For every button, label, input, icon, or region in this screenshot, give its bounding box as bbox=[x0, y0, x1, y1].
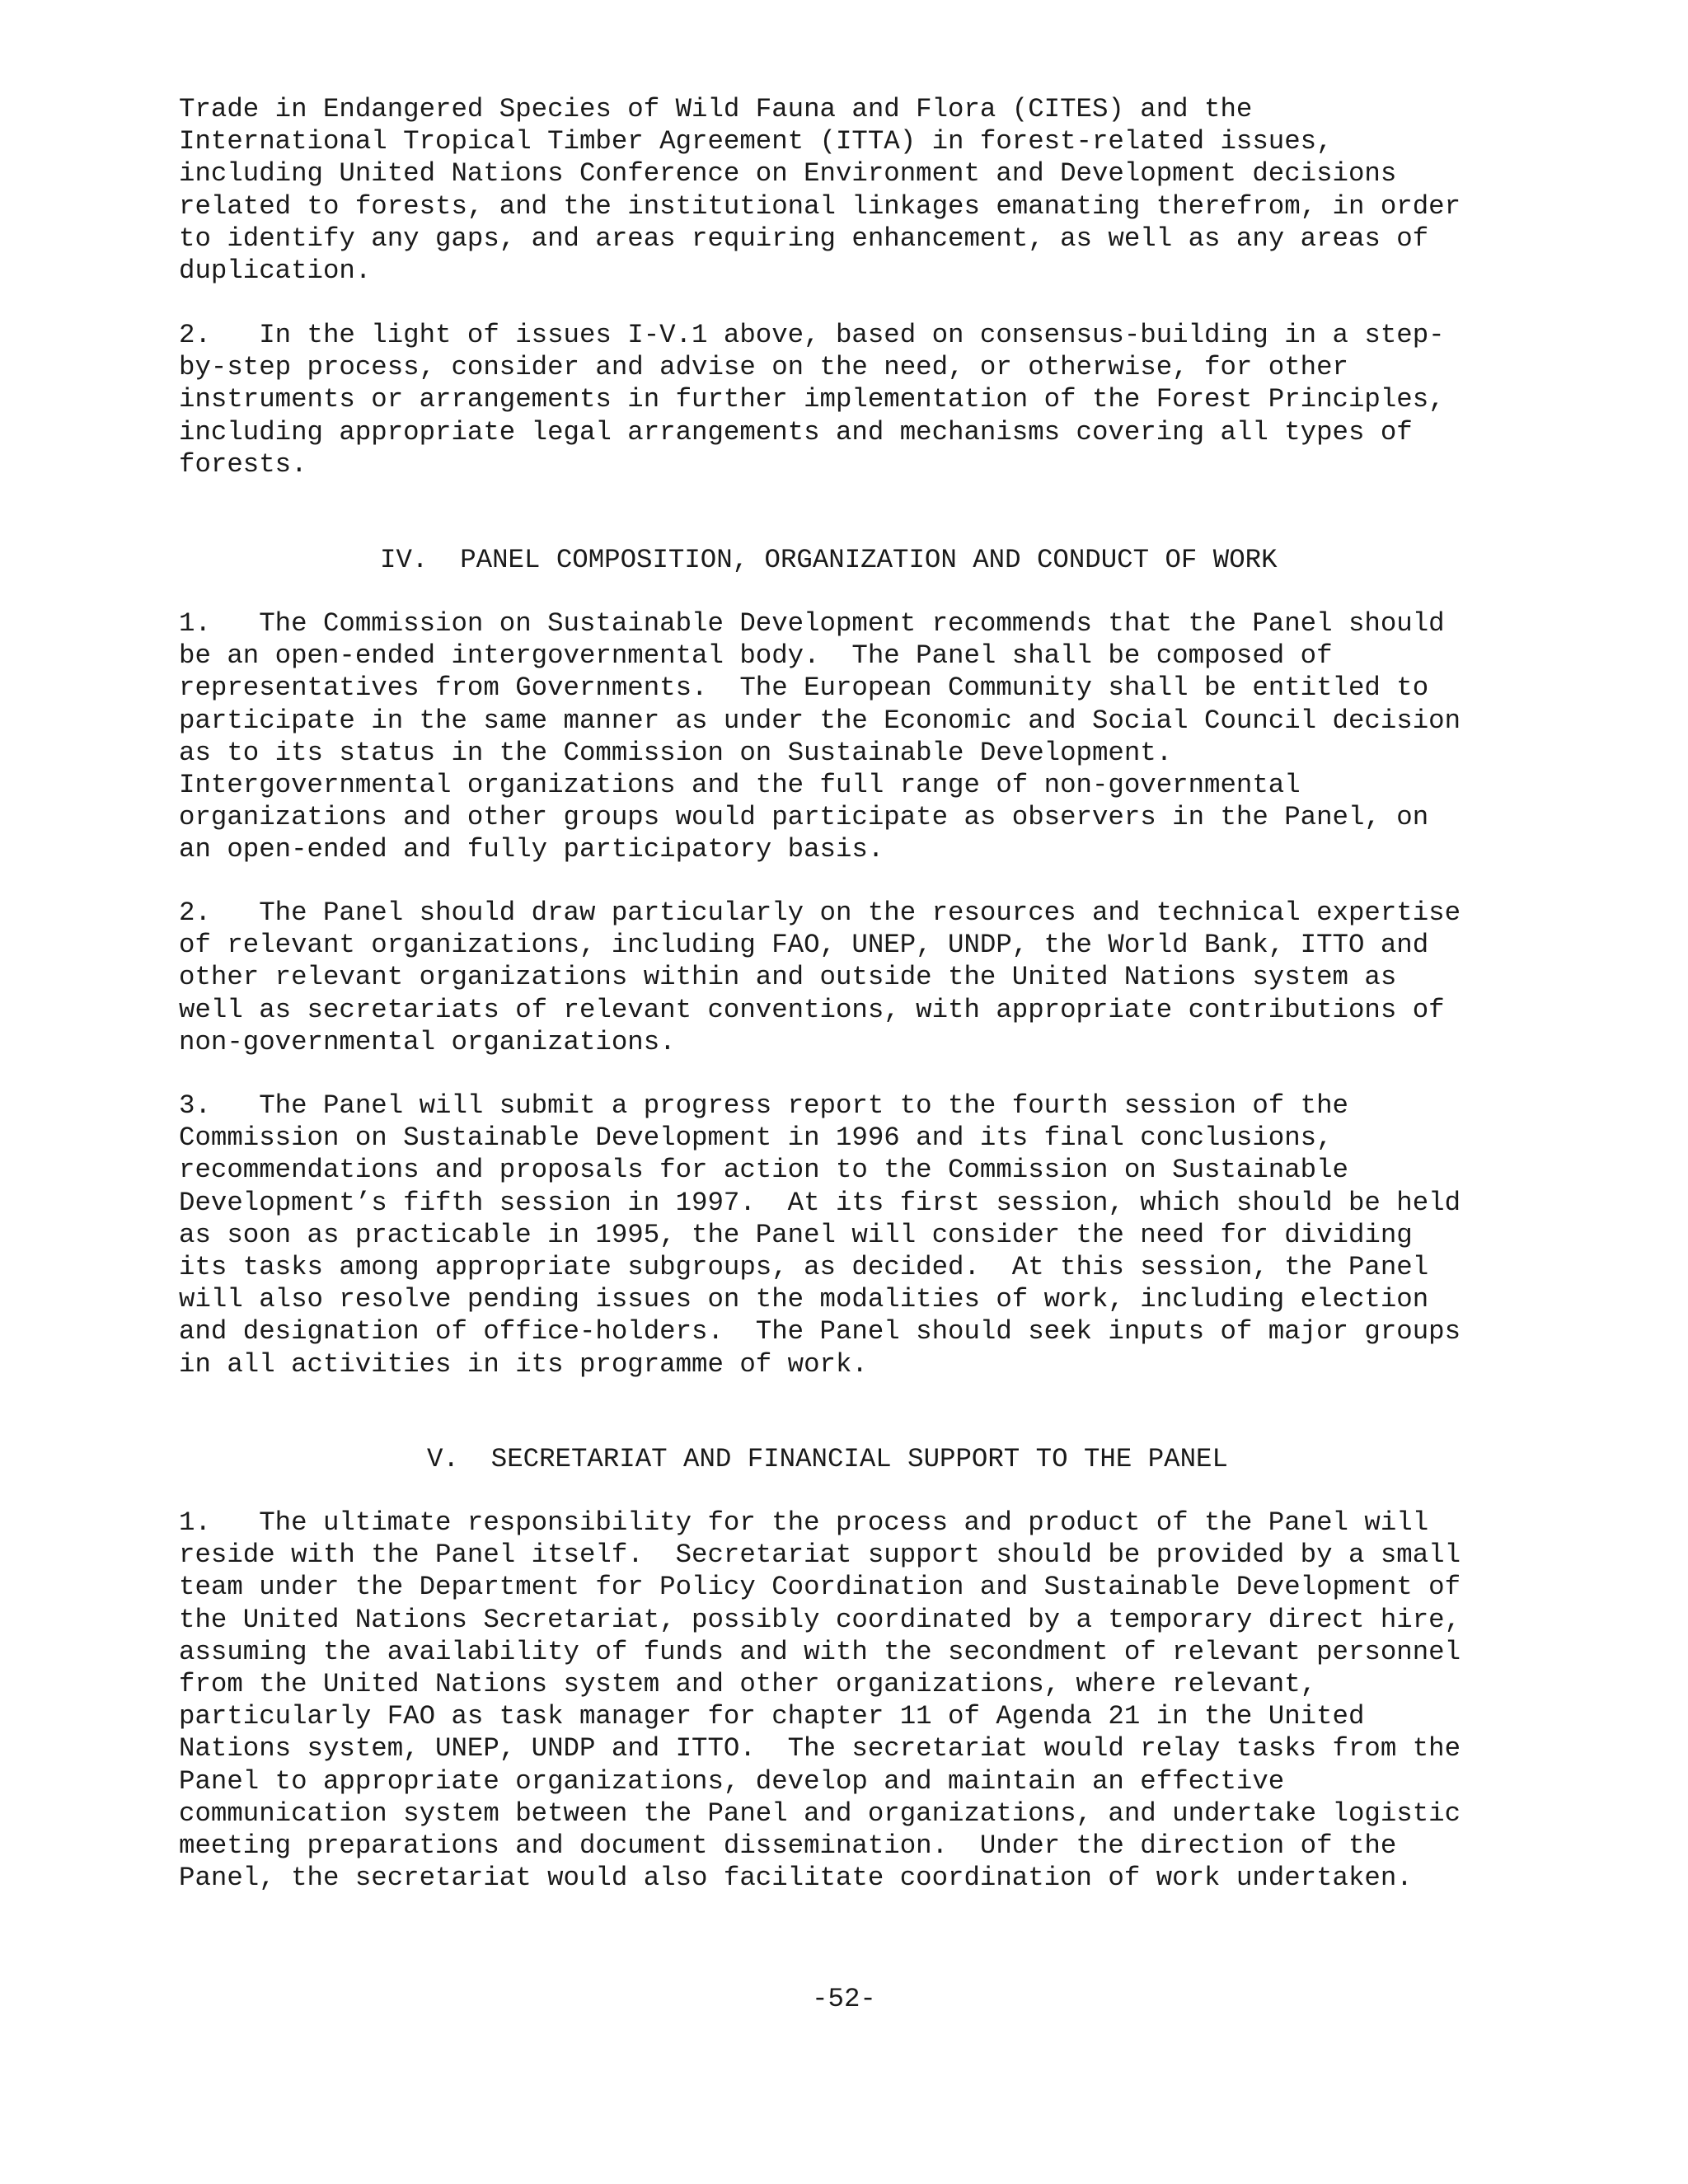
section-iv-paragraph-1: 1. The Commission on Sustainable Development recommends that the Panel should be an open-ended intergovernmental body. The Panel shall be composed of representatives from Governments. The European Community shall be entitled to participate in the same manner as under the Economic and Social Council decision as to its status in the Commission on Sustainable Development. Intergovernmental organizations and the full range of non-governmental organizations and other groups would participate as observers in the Panel, on an open-ended and fully participatory basis. bbox=[179, 608, 1461, 865]
section-v-heading: V. SECRETARIAT AND FINANCIAL SUPPORT TO THE PANEL bbox=[427, 1444, 1228, 1474]
intro-paragraph: Trade in Endangered Species of Wild Fauna and Flora (CITES) and the International Tropical Timber Agreement (ITTA) in forest-related issues, including United Nations Conference on Environment and Development decisions related to forests, and the institutional linkages emanating therefrom, in order to identify any gaps, and areas requiring enhancement, as well as any areas of duplication. bbox=[179, 94, 1461, 287]
paragraph-2-further-instruments: 2. In the light of issues I-V.1 above, based on consensus-building in a step- by-step process, consider and advise on the need, or otherwise, for other instruments or arrangements in further implementation of the Forest Principles, including appropriate legal arrangements and mechanisms covering all types of forests. bbox=[179, 320, 1445, 480]
section-iv-paragraph-2: 2. The Panel should draw particularly on the resources and technical expertise of relevant organizations, including FAO, UNEP, UNDP, the World Bank, ITTO and other relevant organizations within and outside the United Nations system as well as secretariats of relevant conventions, with appropriate contributions of non-governmental organizations. bbox=[179, 898, 1461, 1057]
section-iv-heading: IV. PANEL COMPOSITION, ORGANIZATION AND CONDUCT OF WORK bbox=[380, 545, 1278, 575]
section-v-paragraph-1: 1. The ultimate responsibility for the process and product of the Panel will reside with the Panel itself. Secretariat support should be provided by a small team under the Department for Policy Coordination and Sustainable Development of the United Nations Secretariat, possibly coordinated by a temporary direct hire, assuming the availability of funds and with the secondment of relevant personnel from the United Nations system and other organizations, where relevant, particularly FAO as task manager for chapter 11 of Agenda 21 in the United Nations system, UNEP, UNDP and ITTO. The secretariat would relay tasks from the Panel to appropriate organizations, develop and maintain an effective communication system between the Panel and organizations, and undertake logistic meeting preparations and document dissemination. Under the direction of the Panel, the secretariat would also facilitate coordination of work undertaken. bbox=[179, 1507, 1461, 1894]
section-iv-paragraph-3: 3. The Panel will submit a progress report to the fourth session of the Commission on Sustainable Development in 1996 and its final conclusions, recommendations and proposals for action to the Commission on Sustainable Development’s fifth session in 1997. At its first session, which should be held as soon as practicable in 1995, the Panel will consider the need for dividing its tasks among appropriate subgroups, as decided. At this session, the Panel will also resolve pending issues on the modalities of work, including election and designation of office-holders. The Panel should seek inputs of major groups in all activities in its programme of work. bbox=[179, 1090, 1461, 1380]
page-number: -52- bbox=[812, 1984, 876, 2014]
